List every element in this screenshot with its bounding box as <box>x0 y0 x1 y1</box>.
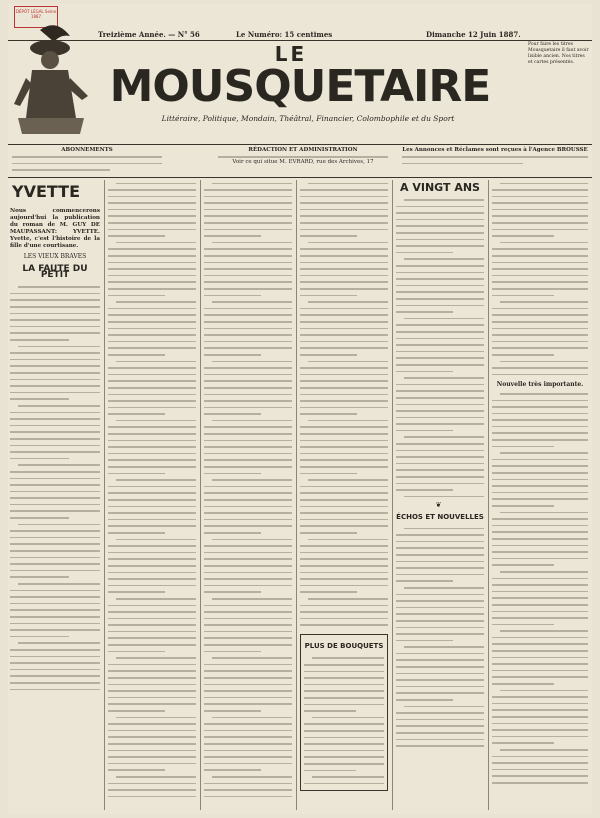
column-2 <box>108 180 196 810</box>
article-title-yvette: YVETTE <box>12 182 81 201</box>
column-1-text <box>10 284 100 693</box>
masthead-subtitle: Littéraire, Politique, Mondain, Théâtral, Financier, Colombophile et du Sport <box>161 114 455 123</box>
issue-line <box>8 30 592 41</box>
editorial-box: RÉDACTION ET ADMINISTRATION Voir ce qui situe M. EVRARD, rue des Archives, 17 <box>218 148 388 166</box>
subscriptions-box: ABONNEMENTS <box>12 148 162 173</box>
musketeer-illustration <box>10 8 92 138</box>
info-bar <box>8 144 592 178</box>
column-3 <box>204 180 292 810</box>
yvette-intro: Nous commencerons aujourd'hui la publication du roman de M. GUY DE MAUPASSANT: YVETTE. Yvette, c'est l'histoire de la fille d'une courtisane. <box>10 208 100 249</box>
column-3-text <box>204 180 292 800</box>
feuilleton-box <box>300 634 388 790</box>
article-title-faute-du-petit: LA FAUTE DU PETIT <box>22 263 88 281</box>
section-nouvelle: Nouvelle très importante. <box>496 380 584 388</box>
column-1 <box>10 180 100 810</box>
issue-date: Dimanche 12 Juin 1887. <box>426 30 521 39</box>
masthead-article: LE <box>274 42 308 66</box>
column-5-text <box>396 197 484 500</box>
section-vieux-braves: LES VIEUX BRAVES <box>23 253 87 260</box>
column-2-text <box>108 180 196 800</box>
feuilleton-title: PLUS DE BOUQUETS <box>304 642 384 651</box>
poem-title-vingt-ans: A VINGT ANS <box>400 181 480 194</box>
column-6-text <box>492 180 588 378</box>
masthead-note: Pour faire les titres Mousquetaire il faut avoir lisible ancien. Nos titres et cartes présentés. <box>528 42 589 65</box>
column-5 <box>396 180 484 810</box>
column-4-text <box>300 180 388 628</box>
issue-number: Treizième Année. — N° 56 <box>98 30 200 39</box>
advertising-box: Les Annonces et Réclames sont reçues à l'Agence BROUSSE <box>402 148 588 167</box>
legal-deposit-stamp: DÉPÔT LÉGAL Seine 1887 <box>14 6 58 28</box>
masthead-title: MOUSQUETAIRE <box>109 61 491 112</box>
issue-price: Le Numéro: 15 centimes <box>236 30 333 39</box>
ornament: ❦ <box>435 500 445 509</box>
column-4 <box>300 180 388 810</box>
newspaper-page <box>8 4 592 814</box>
column-6 <box>492 180 588 810</box>
section-echos: ÉCHOS ET NOUVELLES <box>396 512 484 521</box>
